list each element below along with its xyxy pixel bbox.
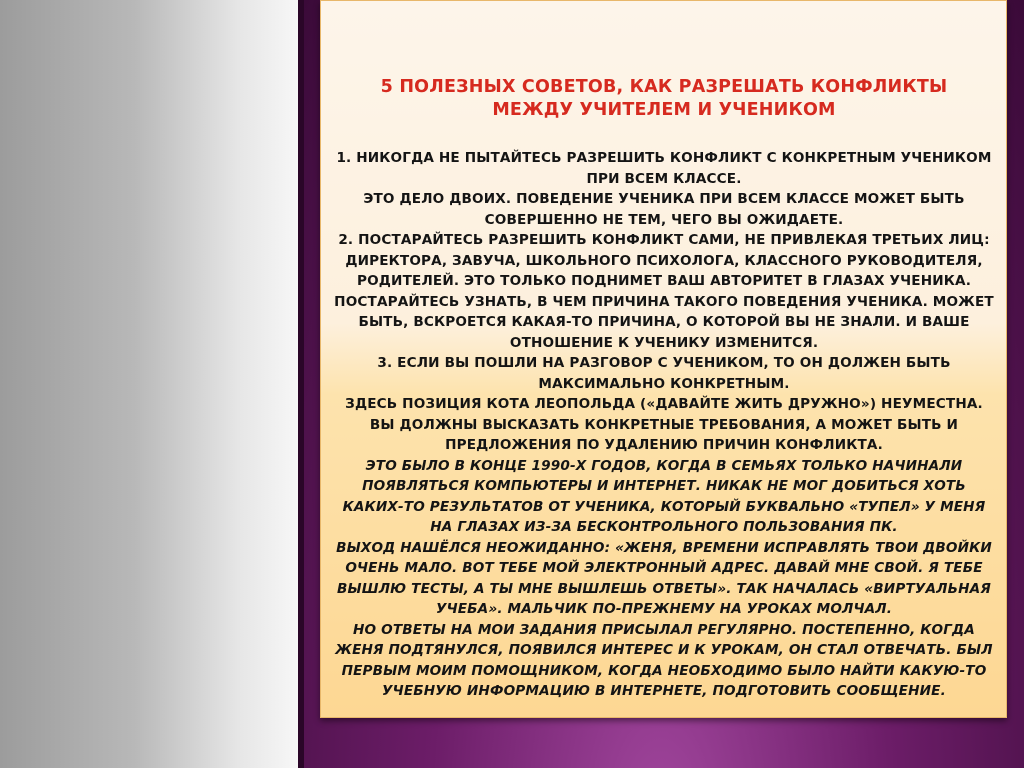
body-line: ДИРЕКТОРА, ЗАВУЧА, ШКОЛЬНОГО ПСИХОЛОГА, КЛАССНОГО РУКОВОДИТЕЛЯ,: [345, 252, 983, 269]
body-line: ПРЕДЛОЖЕНИЯ ПО УДАЛЕНИЮ ПРИЧИН КОНФЛИКТА.: [445, 437, 883, 453]
body-line: СОВЕРШЕННО НЕ ТЕМ, ЧЕГО ВЫ ОЖИДАЕТЕ.: [484, 211, 844, 228]
slide-title-line: МЕЖДУ УЧИТЕЛЕМ И УЧЕНИКОМ: [492, 100, 836, 120]
body-line: ЖЕНЯ ПОДТЯНУЛСЯ, ПОЯВИЛСЯ ИНТЕРЕС И К УРОКАМ, ОН СТАЛ ОТВЕЧАТЬ. БЫЛ: [335, 642, 993, 658]
body-line: ЭТО ДЕЛО ДВОИХ. ПОВЕДЕНИЕ УЧЕНИКА ПРИ ВСЕМ КЛАССЕ МОЖЕТ БЫТЬ: [363, 191, 965, 207]
body-line: ПЕРВЫМ МОИМ ПОМОЩНИКОМ, КОГДА НЕОБХОДИМО БЫЛО НАЙТИ КАКУЮ-ТО: [341, 662, 987, 679]
body-line: БЫТЬ, ВСКРОЕТСЯ КАКАЯ-ТО ПРИЧИНА, О КОТОРОЙ ВЫ НЕ ЗНАЛИ. И ВАШЕ: [358, 314, 970, 330]
body-line: УЧЕБНУЮ ИНФОРМАЦИЮ В ИНТЕРНЕТЕ, ПОДГОТОВИТЬ СООБЩЕНИЕ.: [382, 683, 946, 699]
body-line: 2. ПОСТАРАЙТЕСЬ РАЗРЕШИТЬ КОНФЛИКТ САМИ, НЕ ПРИВЛЕКАЯ ТРЕТЬИХ ЛИЦ:: [338, 232, 990, 248]
body-line: ЗДЕСЬ ПОЗИЦИЯ КОТА ЛЕОПОЛЬДА («ДАВАЙТЕ ЖИТЬ ДРУЖНО») НЕУМЕСТНА.: [345, 396, 983, 412]
body-line: 3. ЕСЛИ ВЫ ПОШЛИ НА РАЗГОВОР С УЧЕНИКОМ, ТО ОН ДОЛЖЕН БЫТЬ: [377, 355, 951, 371]
body-line: ПОСТАРАЙТЕСЬ УЗНАТЬ, В ЧЕМ ПРИЧИНА ТАКОГО ПОВЕДЕНИЯ УЧЕНИКА. МОЖЕТ: [334, 293, 994, 310]
body-line: ОТНОШЕНИЕ К УЧЕНИКУ ИЗМЕНИТСЯ.: [509, 334, 819, 351]
body-line: МАКСИМАЛЬНО КОНКРЕТНЫМ.: [538, 375, 790, 392]
left-gray-panel: [0, 0, 298, 768]
body-line: ПРИ ВСЕМ КЛАССЕ.: [586, 170, 742, 187]
body-line: ПОЯВЛЯТЬСЯ КОМПЬЮТЕРЫ И ИНТЕРНЕТ. НИКАК НЕ МОГ ДОБИТЬСЯ ХОТЬ: [362, 478, 966, 494]
body-line: 1. НИКОГДА НЕ ПЫТАЙТЕСЬ РАЗРЕШИТЬ КОНФЛИКТ С КОНКРЕТНЫМ УЧЕНИКОМ: [336, 150, 992, 166]
slide-title: [330, 76, 998, 122]
body-line: ВЫ ДОЛЖНЫ ВЫСКАЗАТЬ КОНКРЕТНЫЕ ТРЕБОВАНИЯ, А МОЖЕТ БЫТЬ И: [369, 416, 959, 433]
body-line: ЭТО БЫЛО В КОНЦЕ 1990-Х ГОДОВ, КОГДА В СЕМЬЯХ ТОЛЬКО НАЧИНАЛИ: [365, 457, 963, 474]
body-line: КАКИХ-ТО РЕЗУЛЬТАТОВ ОТ УЧЕНИКА, КОТОРЫЙ БУКВАЛЬНО «ТУПЕЛ» У МЕНЯ: [342, 498, 986, 515]
body-line: НА ГЛАЗАХ ИЗ-ЗА БЕСКОНТРОЛЬНОГО ПОЛЬЗОВАНИЯ ПК.: [430, 519, 898, 535]
slide-body-text: [324, 148, 1004, 702]
slide-title-line: 5 ПОЛЕЗНЫХ СОВЕТОВ, КАК РАЗРЕШАТЬ КОНФЛИКТЫ: [380, 77, 948, 97]
body-line: РОДИТЕЛЕЙ. ЭТО ТОЛЬКО ПОДНИМЕТ ВАШ АВТОРИТЕТ В ГЛАЗАХ УЧЕНИКА.: [356, 273, 972, 289]
body-line: УЧЕБА». МАЛЬЧИК ПО-ПРЕЖНЕМУ НА УРОКАХ МОЛЧАЛ.: [435, 601, 893, 617]
body-line: НО ОТВЕТЫ НА МОИ ЗАДАНИЯ ПРИСЫЛАЛ РЕГУЛЯРНО. ПОСТЕПЕННО, КОГДА: [353, 621, 975, 638]
body-line: ВЫШЛЮ ТЕСТЫ, А ТЫ МНЕ ВЫШЛЕШЬ ОТВЕТЫ». ТАК НАЧАЛАСЬ «ВИРТУАЛЬНАЯ: [337, 580, 991, 597]
body-line: ОЧЕНЬ МАЛО. ВОТ ТЕБЕ МОЙ ЭЛЕКТРОННЫЙ АДРЕС. ДАВАЙ МНЕ СВОЙ. Я ТЕБЕ: [345, 560, 983, 576]
body-line: ВЫХОД НАШЁЛСЯ НЕОЖИДАННО: «ЖЕНЯ, ВРЕМЕНИ ИСПРАВЛЯТЬ ТВОИ ДВОЙКИ: [336, 539, 992, 556]
